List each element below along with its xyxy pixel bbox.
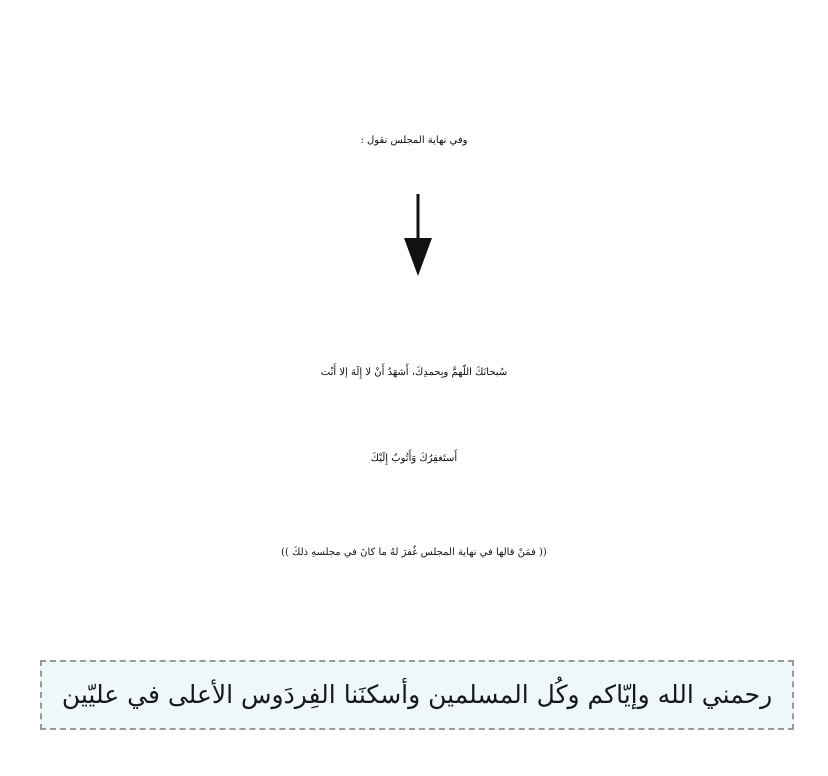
- dua-box: [40, 660, 794, 730]
- virtue-text: (( فمَنْ قالها في نهاية المجلس غُفرَ لهُ ما كانَ في مجلسهِ ذلكَ )): [281, 547, 547, 558]
- dhikr-line-1: سُبحانَكَ اللّهمَّ وبِحمدِكَ، أَشهَدُ أَنْ لا إِلَهَ إلا أَنْت: [320, 367, 508, 378]
- dua-text: رحمني الله وإيّاكم وكُل المسلمين وأسكنَنا الفِردَوس الأعلى في عليّين: [61, 680, 773, 709]
- dhikr-line-2: أَستَغفِرُكَ وَأَتُوبُ إِلَيْكَ: [370, 453, 458, 464]
- page-heading: وفي نهاية المجلس نقول :: [360, 135, 468, 146]
- down-arrow-icon: [398, 192, 438, 278]
